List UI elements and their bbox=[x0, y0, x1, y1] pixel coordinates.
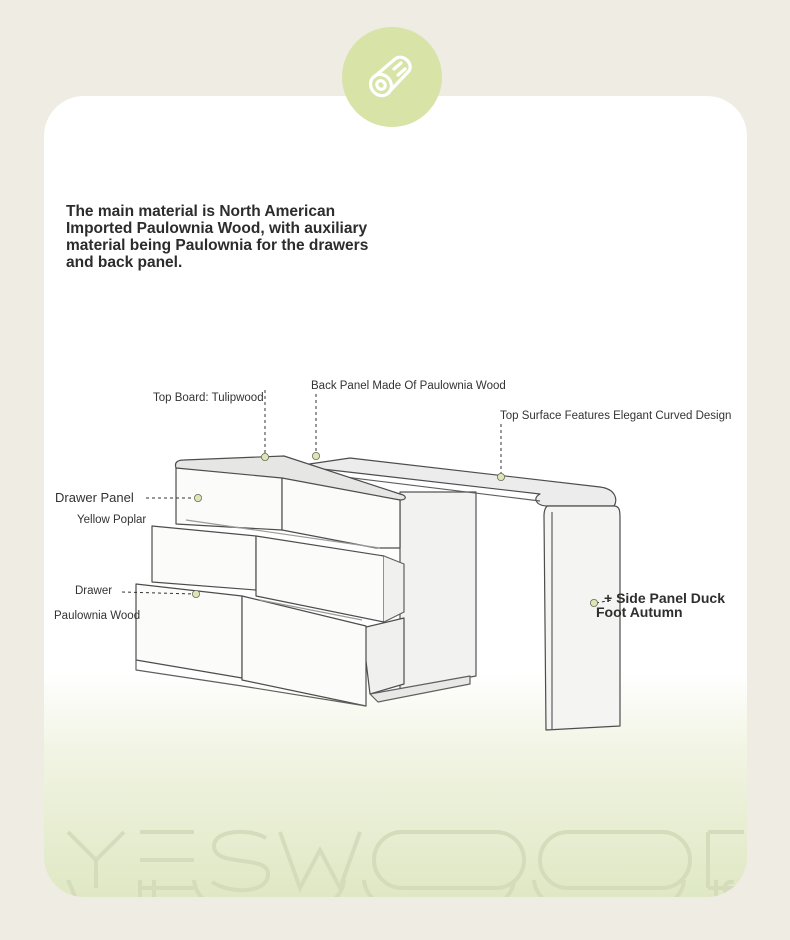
label-top-board: Top Board: Tulipwood bbox=[153, 392, 264, 404]
intro-line: The main material is North American bbox=[66, 203, 336, 220]
label-drawer-panel: Drawer Panel bbox=[55, 490, 134, 505]
label-top-surface: Top Surface Features Elegant Curved Design bbox=[500, 410, 732, 422]
label-back-panel: Back Panel Made Of Paulownia Wood bbox=[311, 380, 506, 392]
label-drawer: Drawer bbox=[75, 585, 113, 597]
label-paulownia-wood: Paulownia Wood bbox=[54, 610, 141, 622]
intro-line: Imported Paulownia Wood, with auxiliary bbox=[66, 220, 368, 237]
intro-line: and back panel. bbox=[66, 254, 183, 271]
label-side-panel-line2: Foot Autumn bbox=[596, 604, 683, 620]
label-yellow-poplar: Yellow Poplar bbox=[77, 514, 147, 526]
intro-line: material being Paulownia for the drawers bbox=[66, 237, 369, 254]
label-side-panel-line1: + Side Panel Duck bbox=[604, 590, 725, 606]
